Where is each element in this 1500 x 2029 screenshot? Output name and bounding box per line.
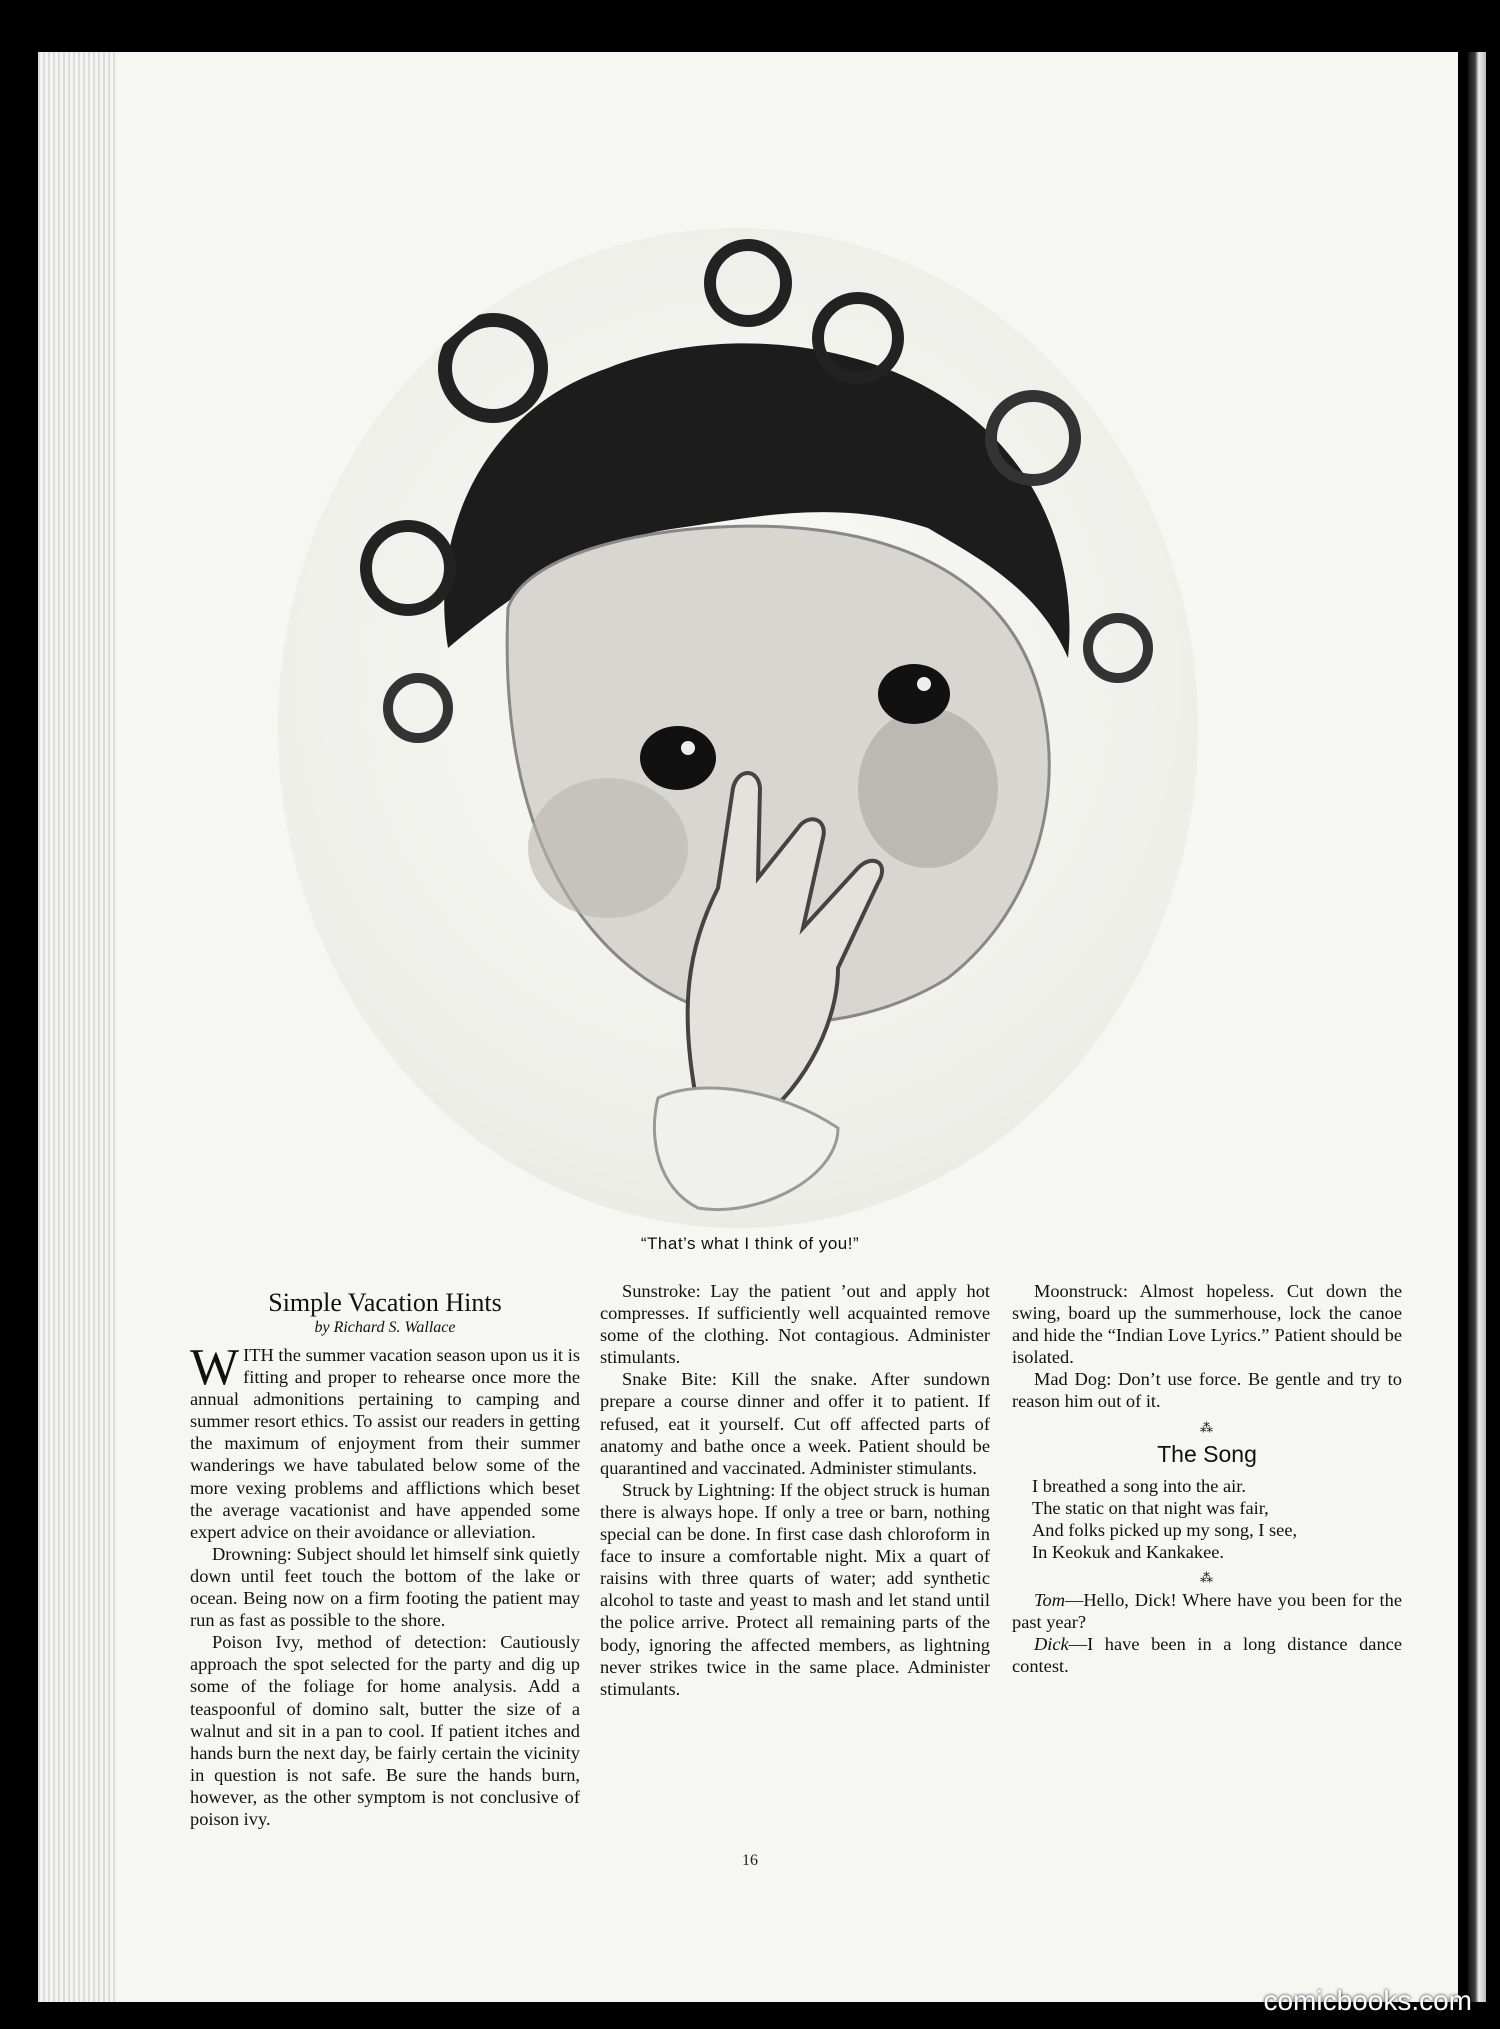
moonstruck-paragraph: Moonstruck: Almost hopeless. Cut down the swing, board up the summerhouse, lock the canoe and hide the “Indian Love Lyrics.” Patient should be isolated. [1012,1281,1402,1368]
section-divider: ⁂ [1200,1419,1214,1435]
column-3 [1012,1280,1402,1678]
article-title: Simple Vacation Hints [268,1288,502,1317]
intro-paragraph [190,1339,580,1543]
column-1 [190,1280,580,1830]
page-binding-edge [38,52,118,2002]
illustration-caption: “That’s what I think of you!” [640,1234,860,1253]
joke-text: —I have been in a long distance dance contest. [1012,1634,1402,1677]
song-title: The Song [1157,1440,1257,1467]
speaker-name: Dick [1034,1634,1069,1655]
mad-dog-paragraph: Mad Dog: Don’t use force. Be gentle and try to reason him out of it. [1012,1369,1402,1412]
song-poem [1032,1475,1402,1563]
poison-ivy-paragraph: Poison Ivy, method of detection: Cautiously approach the spot selected for the party and dig up some of the foliage for home analysis. Add a teaspoonful of domino salt, butter the size of a walnut and sit in a pan to cool. If patient itches and hands burn the next day, be fairly certain the vicinity in question is not safe. Be sure the hands burn, however, as the other symptom is not conclusive of poison ivy. [190,1632,580,1829]
poem-line: And folks picked up my song, I see, [1032,1519,1298,1540]
poem-line: In Keokuk and Kankakee. [1032,1541,1225,1562]
column-2 [600,1280,990,1700]
site-watermark: comicbooks.com [1263,1985,1472,2016]
article-byline: by Richard S. Wallace [314,1319,456,1336]
baby-portrait-illustration [278,228,1198,1228]
joke-text: —Hello, Dick! Where have you been for the past year? [1012,1590,1402,1633]
intro-text: the summer vacation season upon us it is fitting and proper to rehearse once more the annual admonitions pertaining to camping and summer resort ethics. To assist our readers in getting the maximum of enjoyment from their summer wanderings we have tabulated below some of the more vexing problems and afflictions which beset the average vacationist and have appended some expert advice on their avoidance or alleviation. [190,1345,580,1542]
intro-smallcaps: ITH [243,1345,274,1365]
page-number: 16 [742,1852,758,1869]
snake-bite-paragraph: Snake Bite: Kill the snake. After sundown prepare a course dinner and offer it to patient. If refused, eat it yourself. Cut off affected parts of anatomy and bathe once a week. Patient should be quarantined and vaccinated. Administer stimulants. [600,1369,990,1478]
speaker-name: Tom [1034,1590,1066,1611]
drop-cap: W [190,1339,240,1396]
baby-face-drawing [278,228,1198,1228]
book-spine [1468,52,1486,2002]
lightning-paragraph: Struck by Lightning: If the object struck is human there is always hope. If only a tree or barn, nothing special can be done. In first case dash chloroform in face to insure a comfortable night. Mix a quart of raisins with three quarts of water; add synthetic alcohol to taste and yeast to mash and let stand until the police arrive. Protect all remaining parts of the body, ignoring the affected members, as lightning never strikes twice in the same place. Administer stimulants. [600,1479,990,1699]
section-divider: ⁂ [1200,1570,1214,1586]
poem-line: I breathed a song into the air. [1032,1475,1246,1496]
drowning-paragraph: Drowning: Subject should let himself sink quietly down until feet touch the bottom of the lake or ocean. Being now on a firm footing the patient may run as fast as possible to the shore. [190,1543,580,1631]
poem-line: The static on that night was fair, [1032,1497,1269,1518]
joke-line-1 [1012,1589,1402,1633]
joke-line-2 [1012,1633,1402,1677]
sunstroke-paragraph: Sunstroke: Lay the patient ’out and apply hot compresses. If sufficiently well acquainted remove some of the clothing. Not contagious. Administer stimulants. [600,1281,990,1368]
